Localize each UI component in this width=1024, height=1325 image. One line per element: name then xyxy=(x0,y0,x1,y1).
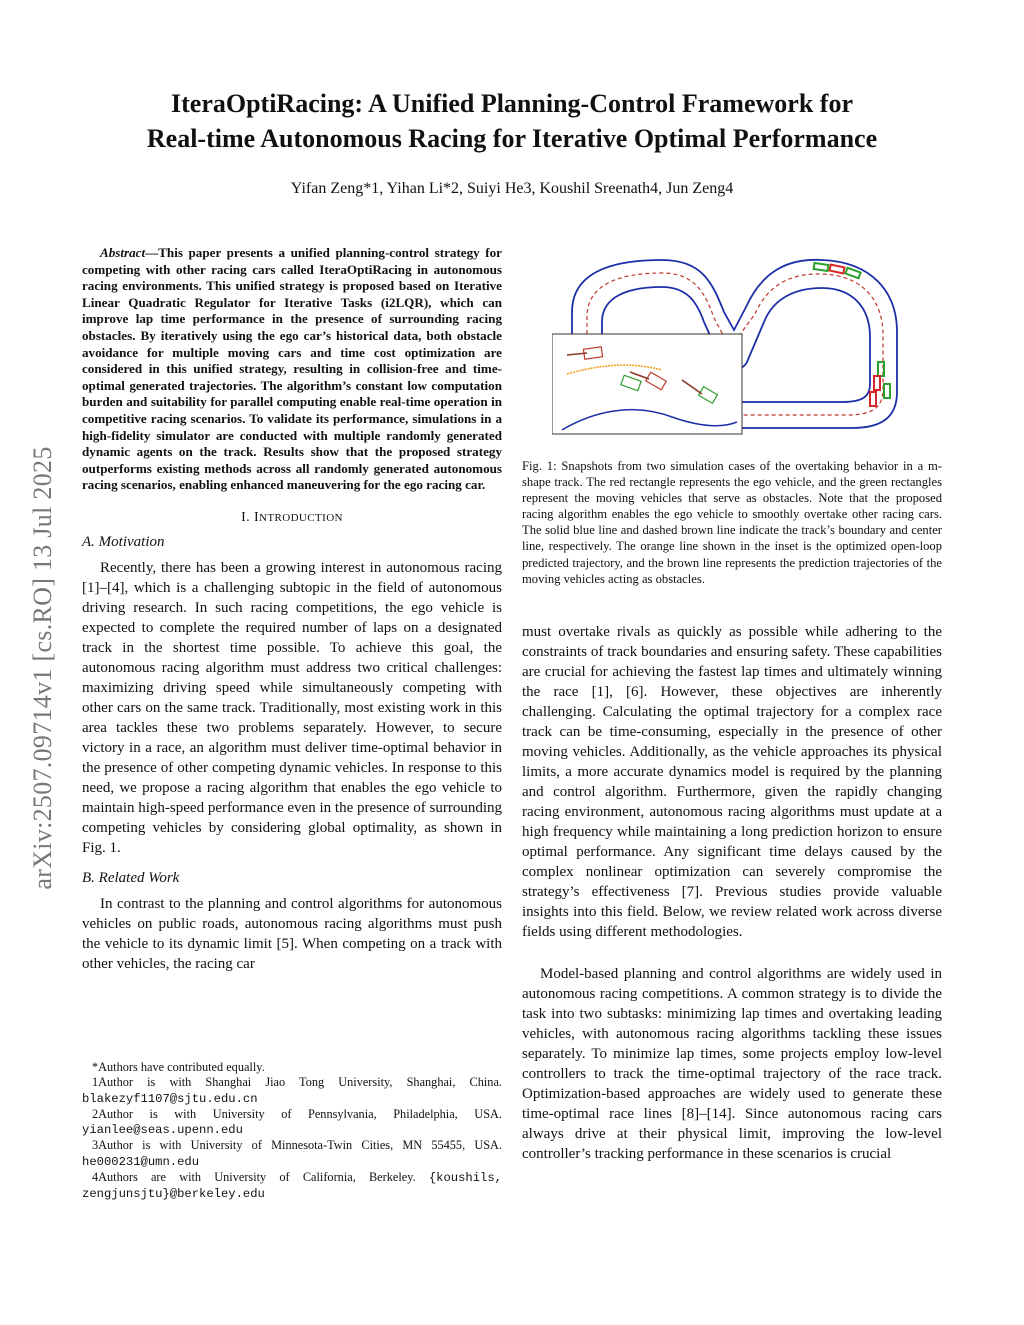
footnote-2: 2Author is with University of Pennsylvania, Philadelphia, USA. yianlee@seas.upenn.edu xyxy=(82,1106,502,1138)
subsection-related-work: B. Related Work xyxy=(82,869,180,886)
abstract-text: —This paper presents a unified planning-control strategy for competing with other racing cars called IteraOptiRacing in autonomous racing environments. This unified strategy is proposed based on Iterative Linear Quadratic Regulator for Iterative Tasks (i2LQR), which can improve lap time performance in the presence of surrounding racing obstacles. By iteratively using the ego car’s historical data, both obstacle avoidance for multiple moving cars and time cost optimization are considered in this unified strategy, resulting in collision-free and time-optimal generated trajectories. The algorithm’s constant low computation burden and suitability for parallel computing enable real-time operation in competitive racing scenarios. To validate its performance, simulations in a high-fidelity simulator are conducted with multiple randomly generated dynamic agents on the track. Results show that the proposed strategy outperforms existing methods across all randomly generated autonomous racing scenarios, enabling enhanced maneuvering for the ego racing car. xyxy=(82,245,502,493)
footnotes xyxy=(82,1060,502,1203)
ego-vehicle xyxy=(830,265,845,274)
section-title-initial: I xyxy=(253,509,260,525)
paragraph-related-work: In contrast to the planning and control algorithms for autonomous vehicles on public roads, autonomous racing algorithms must push the vehicle to its dynamic limit [5]. When competing on a track with other vehicles, the racing car xyxy=(82,895,502,972)
paragraph-motivation: Recently, there has been a growing interest in autonomous racing [1]–[4], which is a challenging subtopic in the field of autonomous driving research. In such racing competitions, the ego vehicle is expected to complete the required number of laps on a designated track in the shortest time possible. To achieve this goal, the autonomous racing algorithm must address two critical challenges: maximizing driving speed while simultaneously competing with other cars on the same track. Traditionally, most existing work in this area tackles these two problems separately. However, to secure victory in a race, an algorithm must deliver time-optimal behavior in the presence of other competing dynamic vehicles. In response to this need, we propose a racing algorithm that enables the ego vehicle to maintain high-speed performance even in the presence of surrounding competing vehicles by considering global optimality, as shown in Fig. 1. xyxy=(82,559,502,856)
arxiv-sidebar xyxy=(28,378,58,958)
arxiv-identifier: arXiv:2507.09714v1 [cs.RO] 13 Jul 2025 xyxy=(28,446,57,890)
section-number: I. xyxy=(241,509,251,525)
figure-caption: Fig. 1: Snapshots from two simulation cases of the overtaking behavior in a m-shape track. The red rectangle represents the ego vehicle, and the green rectangles represent the moving vehicles that serve as obstacles. Note that the proposed racing algorithm enables the ego vehicle to smoothly overtake other racing cars. The solid blue line and dashed brown line indicate the track’s boundary and center line, respectively. The orange line shown in the inset is the optimized open-loop predicted trajectory, and the brown line represents the prediction trajectories of the moving vehicles acting as obstacles. xyxy=(522,459,942,586)
figure-track xyxy=(552,252,912,436)
right-column-body xyxy=(522,622,942,1164)
email-2: yianlee@seas.upenn.edu xyxy=(82,1123,243,1138)
paragraph-continued: must overtake rivals as quickly as possible while adhering to the constraints of track boundaries and ensuring safety. These capabilities are crucial for achieving the fastest lap times and ultimately winning the race [1], [6]. However, these objectives are inherently challenging. Calculating the optimal trajectory for a complex race track can be time-consuming, especially in the presence of other moving vehicles. Additionally, as the vehicle approaches its physical limits, a more accurate dynamics model is required by the planning and control algorithm. Furthermore, given the rapidly changing racing environment, autonomous racing algorithms must update at a high frequency while maintaining a long prediction horizon to ensure optimal performance. Any significant time delays caused by the complex nonlinear optimization can severely compromise the strategy’s effectiveness [7]. Previous studies provide valuable insights into this field. Below, we review related work across diverse fields using different methodologies. xyxy=(522,624,942,940)
email-4b: zengjunsjtu}@berkeley.edu xyxy=(82,1187,265,1202)
footnote-equal-contribution: *Authors have contributed equally. xyxy=(92,1060,265,1074)
vehicle-snapshots-track xyxy=(814,263,890,406)
paper-title xyxy=(60,86,964,156)
email-4a: {koushils, xyxy=(428,1171,502,1186)
section-heading-introduction xyxy=(82,508,502,528)
paragraph-model-based: Model-based planning and control algorithms are widely used in autonomous racing competitions. A common strategy is to divide the task into two subtasks: minimizing lap times and overtaking leading vehicles, with autonomous racing algorithms tackling these issues separately. To minimize lap times, some projects employ low-level controllers to track the time-optimal trajectory of the race track. Optimization-based approaches are widely used to generate these time-optimal race lines [8]–[14]. Since autonomous racing cars always drive at their physical limit, improving the low-level controller’s tracking performance in these scenarios is crucial xyxy=(522,966,942,1162)
obstacle-vehicle xyxy=(845,268,860,278)
footnote-3: 3Author is with University of Minnesota-Twin Cities, MN 55455, USA. he000231@umn.edu xyxy=(82,1138,502,1169)
footnote-4: 4Authors are with University of California, Berkeley. {koushils, zengjunsjtu}@berkeley.edu xyxy=(82,1170,502,1202)
obstacle-vehicle xyxy=(814,263,829,271)
ego-vehicle xyxy=(874,376,880,390)
abstract xyxy=(82,245,502,974)
obstacle-vehicle xyxy=(884,384,890,398)
title-line-1: IteraOptiRacing: A Unified Planning-Control Framework for xyxy=(171,89,853,118)
section-title-rest: NTRODUCTION xyxy=(259,511,343,524)
email-1: blakezyf1107@sjtu.edu.cn xyxy=(82,1091,258,1106)
subsection-motivation: A. Motivation xyxy=(82,533,165,550)
abstract-lead: Abstract xyxy=(100,245,146,260)
email-3: he000231@umn.edu xyxy=(82,1154,200,1169)
ego-vehicle xyxy=(870,392,876,406)
author-list: Yifan Zeng*1, Yihan Li*2, Suiyi He3, Koushil Sreenath4, Jun Zeng4 xyxy=(290,180,734,197)
footnote-1: 1Author is with Shanghai Jiao Tong University, Shanghai, China. blakezyf1107@sjtu.edu.cn xyxy=(82,1075,502,1106)
inset-frame xyxy=(552,334,742,434)
title-line-2: Real-time Autonomous Racing for Iterative Optimal Performance xyxy=(146,124,878,153)
obstacle-vehicle xyxy=(878,362,884,376)
